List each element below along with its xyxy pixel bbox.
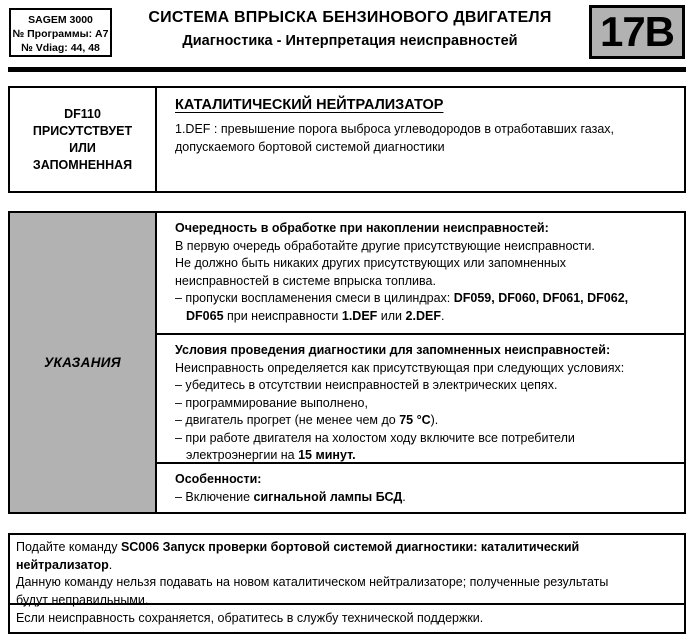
text-line: Если неисправность сохраняется, обратитесь в службу технической поддержки.: [16, 611, 484, 625]
text-line: нейтрализатор.: [16, 557, 113, 572]
program-number: № Программы: A7: [12, 28, 109, 40]
notes-conditions-cell: [157, 333, 684, 462]
text-line: DF065 при неисправности 1.DEF или 2.DEF.: [186, 308, 445, 323]
fault-description: [175, 121, 672, 156]
text-line: – Включение сигнальной лампы БСД.: [175, 489, 406, 504]
text-line: – при работе двигателя на холостом ходу включите все потребители: [175, 430, 575, 445]
text-line: 1.DEF : превышение порога выброса углеводородов в отработавших газах,: [175, 122, 614, 136]
text-line: – двигатель прогрет (не менее чем до 75 °C).: [175, 413, 439, 427]
command-instruction-cell: [10, 535, 684, 605]
system-name: SAGEM 3000: [28, 14, 93, 26]
notes-box: [8, 211, 686, 514]
text-line: Неисправность определяется как присутствующая при следующих условиях:: [175, 360, 625, 375]
text-line: Не должно быть никаких других присутствующих или запомненных: [175, 256, 567, 270]
text-line: электроэнергии на 15 минут.: [186, 448, 356, 462]
fault-status-line: ЗАПОМНЕННАЯ: [32, 157, 133, 172]
text-line: – убедитесь в отсутствии неисправностей в электрических цепях.: [175, 378, 558, 392]
text-line: – программирование выполнено,: [175, 395, 368, 410]
page-title: СИСТЕМА ВПРЫСКА БЕНЗИНОВОГО ДВИГАТЕЛЯ: [148, 9, 552, 26]
notes-label: УКАЗАНИЯ: [44, 355, 121, 370]
notes-content: [157, 213, 684, 512]
header-titles: [115, 9, 585, 49]
text-line: неисправностей в системе впрыска топлива.: [175, 273, 436, 288]
text-line: Подайте команду SC006 Запуск проверки бортовой системой диагностики: каталитический: [16, 540, 580, 554]
fault-status-line: ИЛИ: [69, 140, 96, 155]
notes-priority-cell: [157, 213, 684, 333]
text-line: Особенности:: [175, 472, 262, 486]
text-line: Очередность в обработке при накоплении неисправностей:: [175, 221, 549, 235]
page-subtitle: Диагностика - Интерпретация неисправностей: [182, 33, 518, 49]
text-line: – пропуски воспламенения смеси в цилиндрах: DF059, DF060, DF061, DF062,: [175, 291, 629, 305]
text-line: будут неправильными.: [16, 592, 149, 607]
text-line: Данную команду нельзя подавать на новом каталитическом нейтрализаторе; полученные результаты: [16, 575, 609, 589]
program-info-box: [9, 8, 112, 57]
text-line: В первую очередь обработайте другие присутствующие неисправности.: [175, 238, 595, 253]
header-rule: [8, 67, 686, 72]
text-line: Условия проведения диагностики для запомненных неисправностей:: [175, 343, 611, 357]
procedure-box: [8, 533, 686, 634]
text-line: допускаемого бортовой системой диагностики: [175, 139, 445, 154]
fault-title: КАТАЛИТИЧЕСКИЙ НЕЙТРАЛИЗАТОР: [175, 97, 444, 113]
fault-header-box: [8, 86, 686, 193]
fault-description-cell: [157, 88, 684, 191]
notes-features-cell: [157, 462, 684, 512]
fault-code-cell: [10, 88, 157, 191]
fault-status-line: ПРИСУТСТВУЕТ: [32, 123, 133, 138]
fault-code: DF110: [64, 106, 101, 121]
notes-label-cell: [10, 213, 157, 512]
vdiag-number: № Vdiag: 44, 48: [21, 42, 100, 54]
section-code-badge: 17B: [589, 5, 685, 59]
